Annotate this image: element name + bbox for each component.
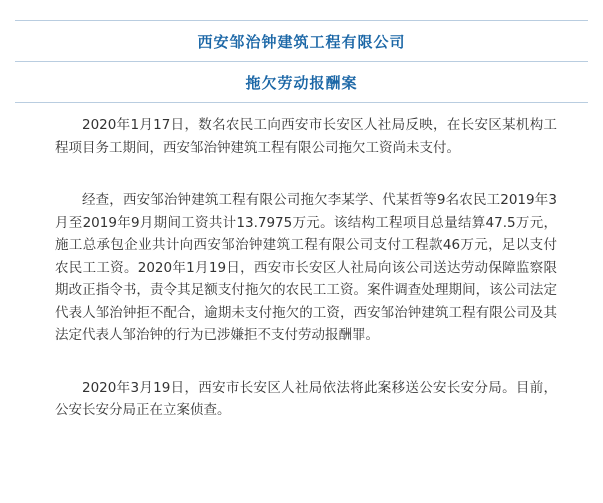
article-body: [55, 114, 557, 422]
case-title: 拖欠劳动报酬案: [15, 62, 588, 103]
paragraph-transfer: 2020年3月19日，西安市长安区人社局依法将此案移送公安长安分局。目前，公安长安分局正在立案侦查。: [55, 379, 557, 418]
company-title: 西安邹治钟建筑工程有限公司: [15, 20, 588, 62]
article-header: [15, 20, 588, 103]
paragraph-investigation: 经查，西安邹治钟建筑工程有限公司拖欠李某学、代某哲等9名农民工2019年3月至2019年9月期间工资共计13.7975万元。该结构工程项目总量结算47.5万元，施工总承包企业共计向西安邹治钟建筑工程有限公司支付工程款46万元，足以支付农民工工资。2020年1月19日，西安市长安区人社局向该公司送达劳动保障监察限期改正指令书，责令其足额支付拖欠的农民工工资。案件调查处理期间，该公司法定代表人邹治钟拒不配合，逾期未支付拖欠的工资，西安邹治钟建筑工程有限公司及其法定代表人邹治钟的行为已涉嫌拒不支付劳动报酬罪。: [55, 192, 557, 343]
paragraph-complaint: 2020年1月17日，数名农民工向西安市长安区人社局反映，在长安区某机构工程项目务工期间，西安邹治钟建筑工程有限公司拖欠工资尚未支付。: [55, 117, 557, 156]
